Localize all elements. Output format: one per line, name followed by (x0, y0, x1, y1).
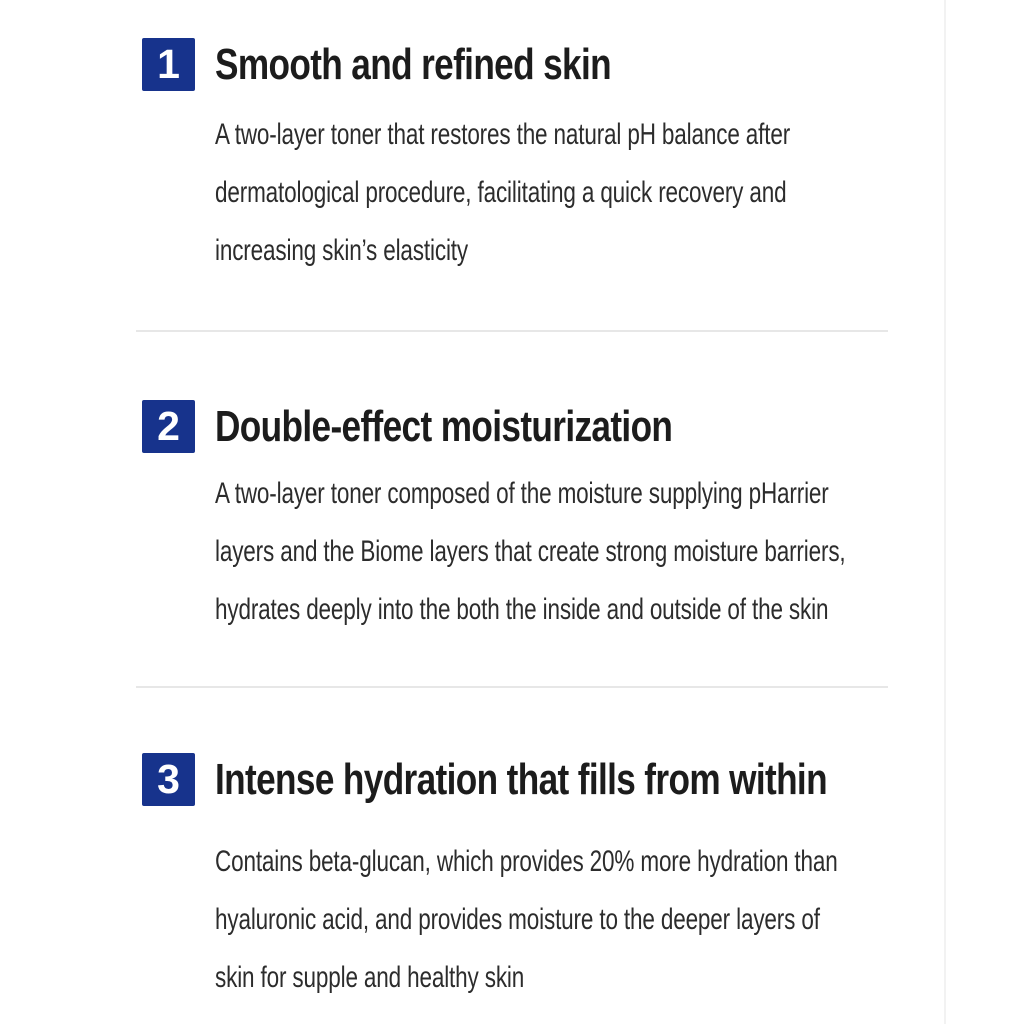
description-line: A two-layer toner that restores the natural pH balance after (215, 118, 791, 151)
description-line: hyaluronic acid, and provides moisture to the deeper layers of (215, 903, 820, 936)
section-description (215, 465, 1024, 639)
section-title: Smooth and refined skin (215, 39, 611, 89)
description-line: layers and the Biome layers that create strong moisture barriers, (215, 535, 846, 568)
description-line: hydrates deeply into the both the inside and outside of the skin (215, 593, 829, 626)
description-line: A two-layer toner composed of the moisture supplying pHarrier (215, 477, 829, 510)
section-description (215, 106, 982, 280)
section-description (215, 833, 1024, 1007)
description-line: dermatological procedure, facilitating a quick recovery and (215, 176, 787, 209)
section-divider (136, 330, 888, 332)
section-number-badge: 3 (142, 753, 195, 806)
section-divider (136, 686, 888, 688)
section-number-badge: 1 (142, 38, 195, 91)
description-line: skin for supple and healthy skin (215, 961, 525, 994)
description-line: increasing skin’s elasticity (215, 234, 468, 267)
description-line: Contains beta-glucan, which provides 20% more hydration than (215, 845, 838, 878)
right-edge-line (944, 0, 946, 1024)
section-title: Intense hydration that fills from within (215, 754, 827, 804)
section-number-badge: 2 (142, 400, 195, 453)
section-title: Double-effect moisturization (215, 401, 673, 451)
